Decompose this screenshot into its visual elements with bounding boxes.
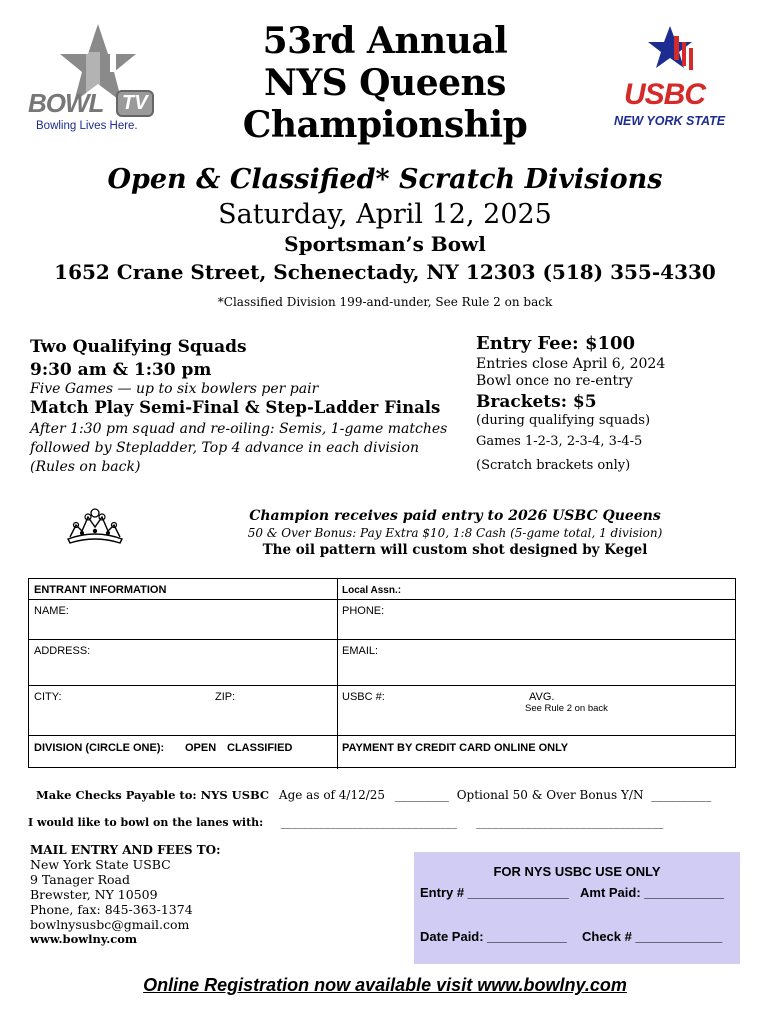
office-check[interactable]: Check # ____________ — [582, 929, 723, 944]
after-line-1: After 1:30 pm squad and re-oiling: Semis, 1-game matches — [30, 421, 448, 437]
local-assn-field[interactable]: Local Assn.: — [342, 585, 402, 596]
once-no-reentry: Bowl once no re-entry — [476, 373, 633, 389]
page-title — [170, 20, 600, 146]
entrant-info-header: ENTRANT INFORMATION — [34, 584, 167, 596]
mail-heading: MAIL ENTRY AND FEES TO: — [30, 843, 221, 857]
after-line-3: (Rules on back) — [30, 459, 141, 475]
title-line-3: Championship — [242, 104, 528, 146]
office-use-box — [414, 852, 740, 964]
avg-field[interactable]: AVG. — [529, 691, 555, 703]
squad-times: 9:30 am & 1:30 pm — [30, 360, 212, 380]
brackets-games: Games 1-2-3, 2-3-4, 3-4-5 — [476, 434, 643, 449]
divisions-subtitle: Open & Classified* Scratch Divisions — [107, 164, 663, 195]
mail-line-1: New York State USBC — [30, 857, 171, 872]
after-squad-text — [30, 420, 470, 477]
entries-close: Entries close April 6, 2024 — [476, 356, 666, 372]
age-blank[interactable]: _________ — [394, 788, 449, 802]
see-rule-note: See Rule 2 on back — [525, 703, 608, 714]
name-field[interactable]: NAME: — [34, 605, 69, 617]
office-date-paid[interactable]: Date Paid: ___________ — [420, 929, 567, 944]
mail-line-3: Brewster, NY 10509 — [30, 887, 158, 902]
phone-field[interactable]: PHONE: — [342, 605, 385, 617]
mail-website[interactable]: www.bowlny.com — [30, 932, 138, 946]
email-field[interactable]: EMAIL: — [342, 645, 379, 657]
title-line-1: 53rd Annual — [262, 20, 508, 62]
usbc-logo — [612, 22, 742, 132]
office-entry[interactable]: Entry # ______________ — [420, 885, 569, 900]
usbc-brand: USBC — [624, 78, 706, 111]
oil-pattern-note: The oil pattern will custom shot designed by Kegel — [262, 542, 648, 558]
match-play-heading: Match Play Semi-Final & Step-Ladder Finals — [30, 398, 441, 417]
brackets-fee: Brackets: $5 — [476, 392, 597, 412]
lanes-label: I would like to bowl on the lanes with: — [28, 816, 264, 829]
after-line-2: followed by Stepladder, Top 4 advance in each division — [30, 440, 419, 456]
brackets-during: (during qualifying squads) — [476, 413, 651, 428]
address-field[interactable]: ADDRESS: — [34, 645, 91, 657]
title-line-2: NYS Queens — [264, 62, 506, 104]
division-classified-option[interactable]: CLASSIFIED — [227, 742, 293, 754]
mail-email[interactable]: bowlnysusbc@gmail.com — [30, 917, 190, 932]
entrant-form — [28, 578, 736, 768]
classified-note: *Classified Division 199-and-under, See Rule 2 on back — [217, 295, 553, 309]
event-date: Saturday, April 12, 2025 — [218, 199, 552, 230]
bonus-note: 50 & Over Bonus: Pay Extra $10, 1:8 Cash (5-game total, 1 division) — [247, 526, 663, 540]
payable-label: Make Checks Payable to: NYS USBC — [36, 788, 270, 802]
office-amt-paid[interactable]: Amt Paid: ___________ — [580, 885, 724, 900]
age-label: Age as of 4/12/25 — [278, 788, 386, 802]
scratch-brackets: (Scratch brackets only) — [476, 458, 631, 473]
bowltv-logo — [28, 22, 163, 134]
zip-field[interactable]: ZIP: — [215, 691, 236, 703]
division-open-option[interactable]: OPEN — [185, 742, 217, 754]
bonus-label: Optional 50 & Over Bonus Y/N — [456, 788, 644, 802]
bonus-blank[interactable]: __________ — [651, 788, 712, 802]
mail-line-4: Phone, fax: 845-363-1374 — [30, 902, 193, 917]
mail-line-2: 9 Tanager Road — [30, 872, 130, 887]
lanes-blank-2[interactable]: __________________________________ — [476, 816, 664, 829]
champion-note: Champion receives paid entry to 2026 USBC Queens — [249, 508, 661, 524]
division-label: DIVISION (CIRCLE ONE): — [34, 742, 165, 754]
tiara-icon — [62, 505, 128, 545]
venue-address: 1652 Crane Street, Schenectady, NY 12303 (518) 355-4330 — [54, 260, 716, 284]
usbc-tagline: NEW YORK STATE — [614, 114, 726, 128]
office-title: FOR NYS USBC USE ONLY — [493, 864, 661, 879]
city-field[interactable]: CITY: — [34, 691, 62, 703]
online-registration-link[interactable]: Online Registration now available visit www.bowlny.com — [143, 975, 627, 995]
five-games-note: Five Games — up to six bowlers per pair — [30, 381, 319, 397]
bowltv-brand: BOWL — [28, 88, 104, 118]
entry-fee: Entry Fee: $100 — [476, 333, 636, 354]
venue-name: Sportsman’s Bowl — [284, 232, 486, 256]
lanes-blank-1[interactable]: ________________________________ — [280, 816, 457, 829]
squads-heading: Two Qualifying Squads — [30, 337, 247, 357]
payable-line — [36, 788, 711, 802]
lanes-line — [28, 816, 663, 829]
bowltv-tagline: Bowling Lives Here. — [36, 120, 138, 132]
payment-note: PAYMENT BY CREDIT CARD ONLINE ONLY — [342, 742, 569, 754]
bowltv-tv: TV — [116, 90, 154, 117]
usbc-number-field[interactable]: USBC #: — [342, 691, 385, 703]
